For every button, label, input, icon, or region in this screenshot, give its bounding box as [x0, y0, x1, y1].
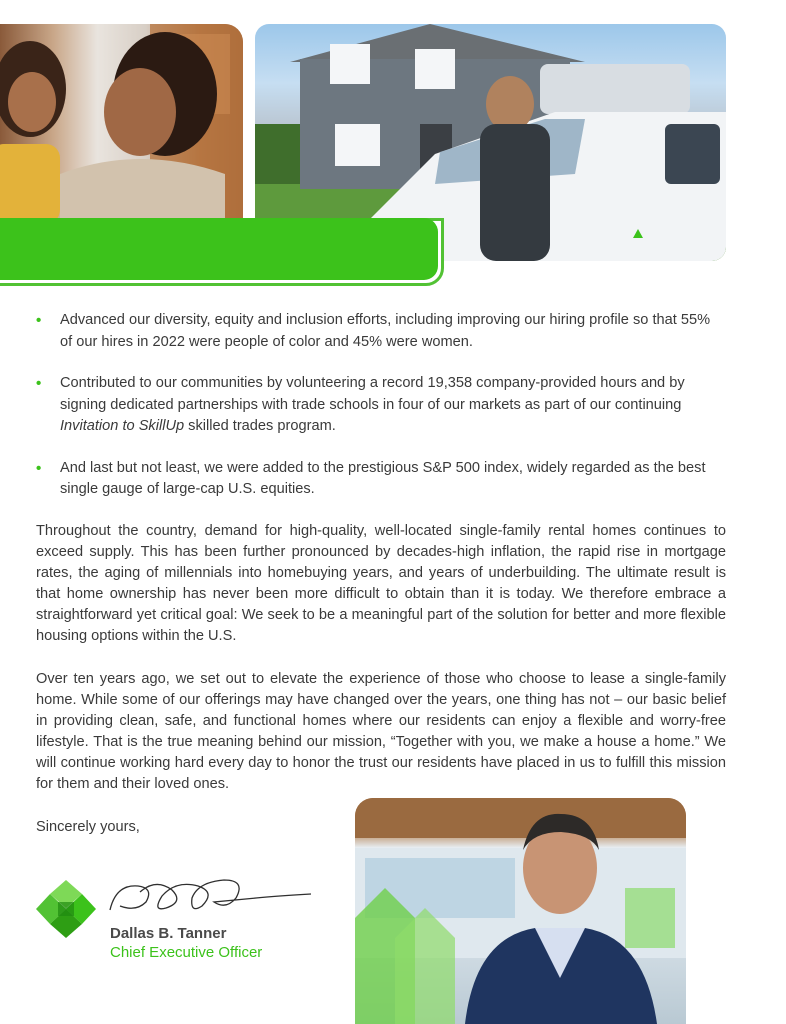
ceo-portrait-photo — [355, 798, 686, 1024]
family-photo — [0, 24, 243, 218]
ceo-portrait-illustration — [355, 798, 686, 1024]
paragraph-housing-demand: Throughout the country, demand for high-quality, well-located single-family rental homes continues to exceed supply. This has been further pronounced by decades-high inflation, the rapid rise in mortgage rates, the aging of millennials into homebuying years, and years of underbuilding. The ultimate result is that home ownership has never been more difficult to obtain than it is today. We therefore embrace a straightforward yet critical goal: We seek to be a meaningful part of the solution for better and more flexible housing options within the U.S. — [36, 523, 726, 644]
bullet-icon: • — [36, 459, 42, 477]
list-item — [36, 310, 726, 353]
bullet-icon: • — [36, 312, 42, 329]
bullet-text: And last but not least, we were added to the prestigious S&P 500 index, widely regarded as the best single gauge of large-cap U.S. equities. — [60, 459, 706, 497]
bullet-text: Contributed to our communities by volunteering a record 19,358 company-provided hours and by signing dedicated partnerships with trade schools in four of our markets as part of our continuing — [60, 375, 685, 413]
list-item — [36, 373, 726, 438]
signature-image — [106, 872, 316, 922]
list-item — [36, 458, 726, 501]
signer-name: Dallas B. Tanner — [110, 925, 227, 942]
company-logo-icon — [36, 880, 96, 938]
family-photo-illustration — [0, 24, 243, 218]
signer-title: Chief Executive Officer — [110, 944, 263, 961]
bullet-icon: • — [36, 375, 42, 392]
closing-salutation: Sincerely yours, — [36, 819, 140, 835]
bullet-text-end: skilled trades program. — [184, 418, 336, 434]
program-name: Invitation to SkillUp — [60, 418, 185, 434]
banner-bar — [0, 218, 438, 280]
bullet-text: Advanced our diversity, equity and inclusion efforts, including improving our hiring profile so that 55% of our hires in 2022 were people of color and 45% were women. — [60, 312, 711, 350]
paragraph-mission: Over ten years ago, we set out to elevate the experience of those who choose to lease a single-family home. While some of our offerings may have changed over the years, one thing has not – our basic belief in providing clean, safe, and functional homes where our residents can enjoy a flexible and worry-free lifestyle. That is the true meaning behind our mission, “Together with you, we make a house a home.” We will continue working hard every day to honor the trust our residents have placed in us to fulfill this mission for them and their loved ones. — [36, 671, 726, 792]
highlights-list — [36, 310, 726, 521]
